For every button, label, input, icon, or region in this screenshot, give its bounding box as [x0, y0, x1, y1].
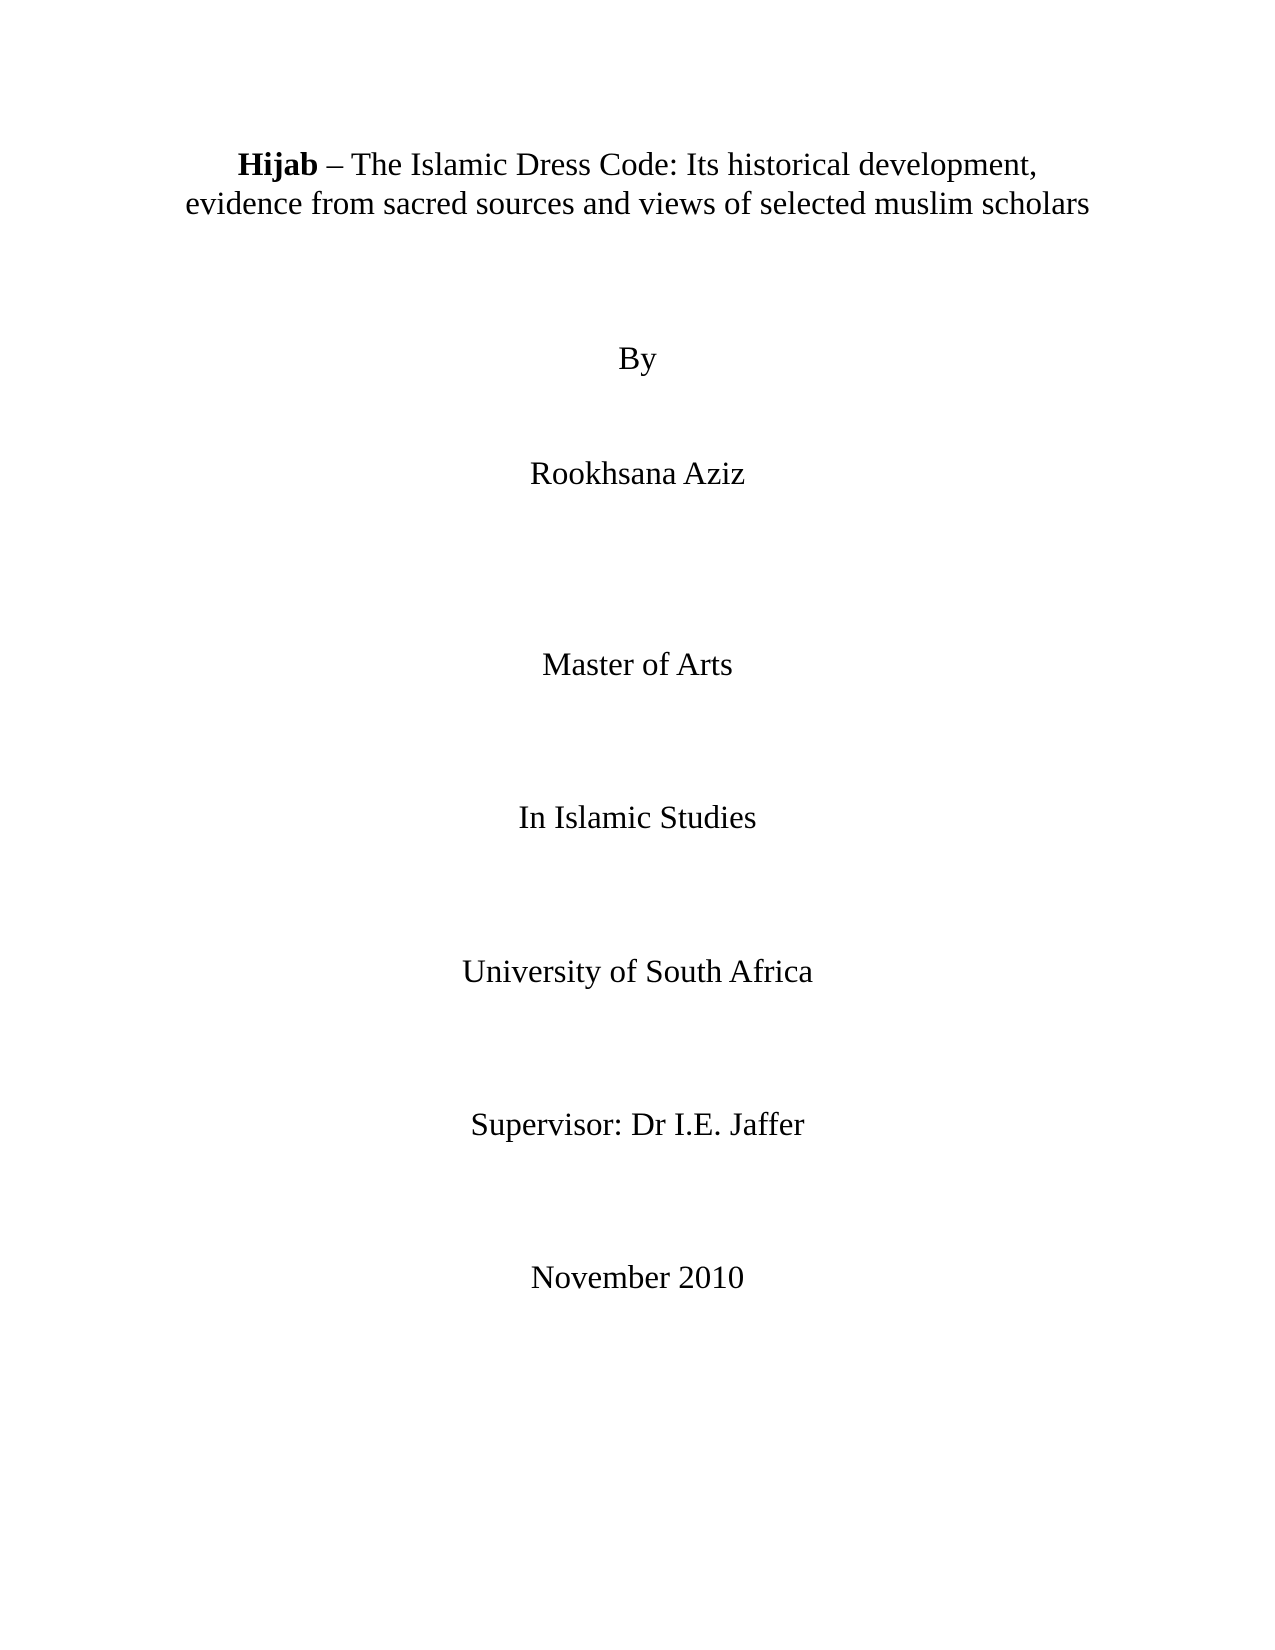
thesis-title-keyword: Hijab [237, 147, 319, 183]
supervisor-name: Supervisor: Dr I.E. Jaffer [470, 1107, 805, 1143]
by-label: By [618, 341, 657, 377]
submission-date: November 2010 [530, 1260, 745, 1296]
field-of-study: In Islamic Studies [518, 800, 757, 836]
thesis-title-rest: – The Islamic Dress Code: Its historical development, evidence from sacred sources and views of selected muslim scholars [185, 147, 1090, 222]
degree-name: Master of Arts [542, 647, 733, 683]
thesis-title [180, 146, 1095, 224]
university-name: University of South Africa [461, 954, 814, 990]
author-name: Rookhsana Aziz [529, 456, 746, 492]
